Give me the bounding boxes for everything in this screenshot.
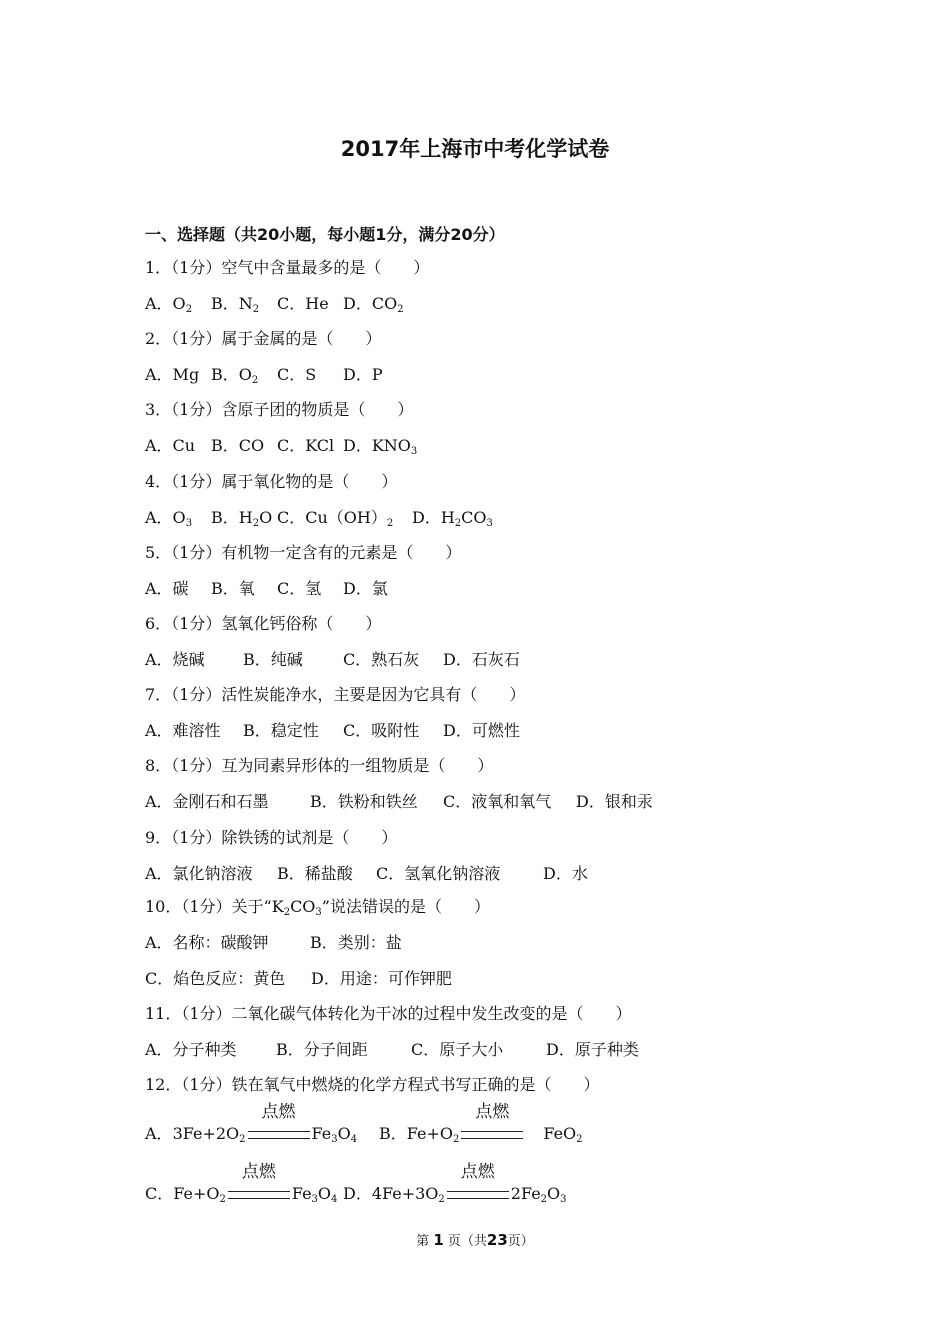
option: D．$KNO_3$ — [343, 436, 418, 457]
question-8-stem: 8．（1分）互为同素异形体的一组物质是（ ） — [145, 756, 494, 775]
option: A．分子种类 — [145, 1040, 237, 1059]
question-7-stem: 7．（1分）活性炭能净水，主要是因为它具有（ ） — [145, 685, 526, 704]
page-footer: 第 1 页（共23页） — [416, 1231, 534, 1249]
question-4-stem: 4．（1分）属于氧化物的是（ ） — [145, 472, 398, 491]
option: A．烧碱 — [145, 650, 205, 669]
option: C．吸附性 — [343, 721, 420, 740]
option: D．石灰石 — [443, 650, 520, 669]
option: B．稳定性 — [243, 721, 319, 740]
option: B．CO — [211, 436, 265, 455]
option: C．S — [277, 365, 317, 384]
page-title: 2017年上海市中考化学试卷 — [340, 137, 610, 161]
option: D．原子种类 — [546, 1040, 639, 1059]
question-5-stem: 5．（1分）有机物一定含有的元素是（ ） — [145, 543, 462, 562]
option: D．水 — [543, 864, 588, 883]
section-heading: 一、选择题（共20小题，每小题1分，满分20分） — [145, 225, 505, 244]
option: D．P — [343, 365, 383, 384]
question-1-stem: 1．（1分）空气中含量最多的是（ ） — [145, 258, 430, 277]
question-2-stem: 2．（1分）属于金属的是（ ） — [145, 329, 382, 348]
reaction-condition: 点燃 — [261, 1102, 296, 1122]
option: A．碳 — [145, 579, 189, 598]
option: D．银和汞 — [576, 792, 653, 811]
option: A．金刚石和石墨 — [145, 792, 269, 811]
question-9-stem: 9．（1分）除铁锈的试剂是（ ） — [145, 828, 398, 847]
option: A．难溶性 — [145, 721, 221, 740]
option: C．KCl — [277, 436, 335, 455]
option: B．氧 — [211, 579, 255, 598]
option-b-equation: B．$Fe+O_2$ 点燃 FeO$_2$ — [379, 1102, 583, 1145]
option: D．$CO_2$ — [343, 294, 404, 315]
question-3-stem: 3．（1分）含原子团的物质是（ ） — [145, 400, 414, 419]
total-pages: 23 — [486, 1231, 508, 1249]
equals-sign — [248, 1131, 310, 1139]
option: A．$O_2$ — [145, 294, 193, 315]
option: B．$N_2$ — [211, 294, 260, 315]
question-6-stem: 6．（1分）氢氧化钙俗称（ ） — [145, 614, 382, 633]
option: A．$O_3$ — [145, 508, 193, 529]
page-number: 1 — [433, 1231, 444, 1249]
option-c-equation: C．$Fe+O_2$ 点燃 $Fe_3O_4$ — [145, 1162, 338, 1205]
option: C．原子大小 — [411, 1040, 504, 1059]
option: B．铁粉和铁丝 — [310, 792, 418, 811]
option-a-equation: A．$3Fe+2O_2$ 点燃 $Fe_3O_4$ — [145, 1102, 358, 1145]
question-11-stem: 11．（1分）二氧化碳气体转化为干冰的过程中发生改变的是（ ） — [145, 1004, 632, 1023]
option: C．$Cu(OH)_2$ — [277, 508, 394, 529]
question-10-stem: 10．（1分）关于“$K_2CO_3$”说法错误的是（ ） — [145, 897, 490, 918]
option: B．纯碱 — [243, 650, 303, 669]
option: C．焰色反应：黄色 — [145, 969, 286, 988]
reaction-condition: 点燃 — [460, 1162, 495, 1182]
option: A．氯化钠溶液 — [145, 864, 253, 883]
option: B．$H_2O$ — [211, 508, 273, 529]
option: D．氯 — [343, 579, 388, 598]
option: D．$H_2CO_3$ — [412, 508, 493, 529]
option: B．类别：盐 — [310, 933, 402, 952]
equals-sign — [461, 1131, 523, 1139]
option-d-equation: D．$4Fe+3O_2$ 点燃 $2Fe_2O_3$ — [343, 1162, 567, 1205]
option: B．分子间距 — [276, 1040, 368, 1059]
option: A．Cu — [145, 436, 196, 455]
option: C．熟石灰 — [343, 650, 420, 669]
option: B．$O_2$ — [211, 365, 259, 386]
option: C．He — [277, 294, 329, 313]
option: C．氢 — [277, 579, 322, 598]
option: A．Mg — [145, 365, 200, 384]
equals-sign — [228, 1191, 290, 1199]
option: C．液氧和氧气 — [443, 792, 552, 811]
reaction-condition: 点燃 — [241, 1162, 276, 1182]
option: A．名称：碳酸钾 — [145, 933, 269, 952]
reaction-condition: 点燃 — [475, 1102, 510, 1122]
option: C．氢氧化钠溶液 — [376, 864, 501, 883]
option: D．用途：可作钾肥 — [311, 969, 452, 988]
equals-sign — [447, 1191, 509, 1199]
question-12-stem: 12．（1分）铁在氧气中燃烧的化学方程式书写正确的是（ ） — [145, 1075, 600, 1094]
option: B．稀盐酸 — [277, 864, 353, 883]
option: D．可燃性 — [443, 721, 520, 740]
